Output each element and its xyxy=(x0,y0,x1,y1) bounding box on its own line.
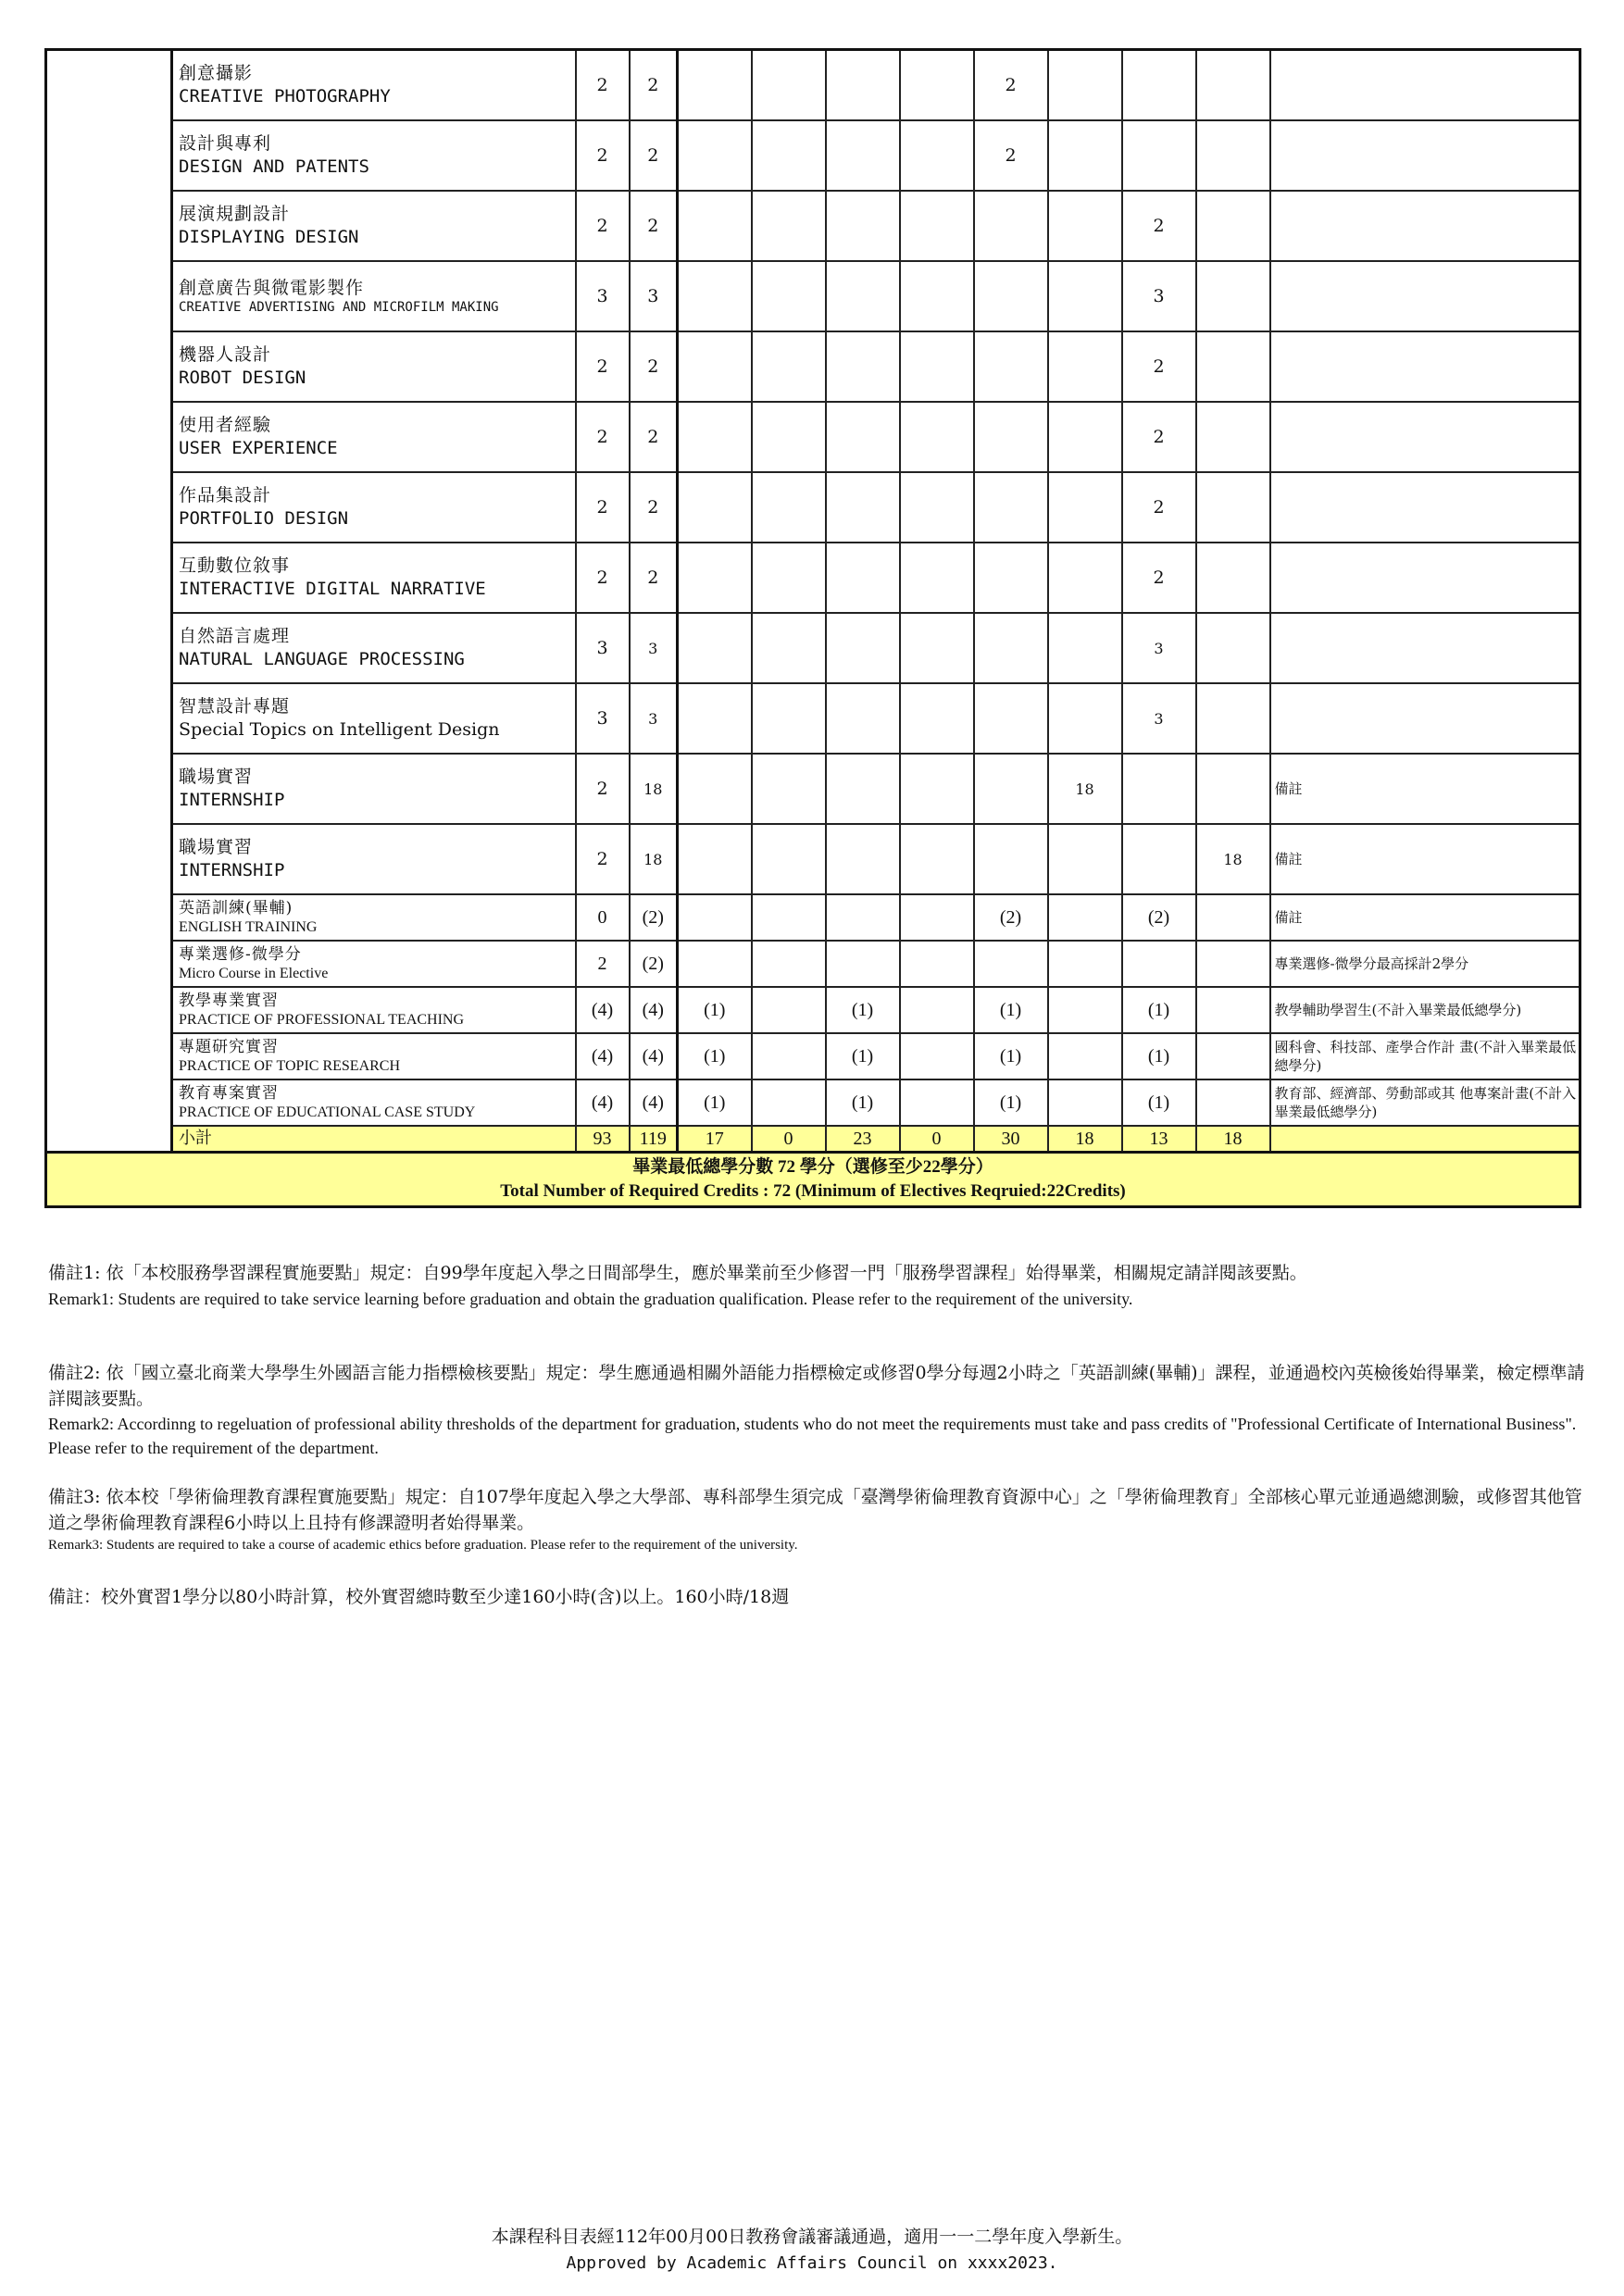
grade-cell xyxy=(900,683,974,754)
grade-cell xyxy=(752,331,826,402)
grade-cell xyxy=(1048,472,1122,543)
grade-cell xyxy=(752,987,826,1033)
credit-cell-c1: 2 xyxy=(576,543,630,613)
credit-cell-c1: 2 xyxy=(576,331,630,402)
grade-cell: (1) xyxy=(826,987,900,1033)
grade-cell xyxy=(974,824,1048,894)
remark-2-en: Remark2: Accordinng to regeluation of professional ability thresholds of the department for graduation, students who do not meet the requirements must take and pass credits of "Professional Certificate of International Business". Please refer to the requirement of the department. xyxy=(48,1415,1577,1458)
course-name-cell xyxy=(172,824,576,894)
grade-cell xyxy=(1196,472,1270,543)
remark-cell: 備註 xyxy=(1270,754,1580,824)
grade-cell xyxy=(678,754,752,824)
course-name-cell xyxy=(172,987,576,1033)
grade-cell xyxy=(752,1079,826,1126)
grade-cell xyxy=(826,613,900,683)
course-name-cell xyxy=(172,472,576,543)
course-name-cell xyxy=(172,331,576,402)
grade-cell xyxy=(1048,543,1122,613)
grade-cell xyxy=(752,191,826,261)
grade-cell: 2 xyxy=(974,50,1048,121)
credit-cell-c1: 2 xyxy=(576,824,630,894)
grade-cell xyxy=(826,191,900,261)
credit-cell-c2: (4) xyxy=(630,1079,678,1126)
grade-cell: (1) xyxy=(678,987,752,1033)
course-name-cell xyxy=(172,754,576,824)
grade-cell xyxy=(1048,120,1122,191)
subtotal-c1: 93 xyxy=(576,1126,630,1153)
grade-cell: 2 xyxy=(974,120,1048,191)
grade-cell: (1) xyxy=(826,1079,900,1126)
grade-cell xyxy=(1196,1033,1270,1079)
remark-cell: 備註 xyxy=(1270,894,1580,941)
grade-cell xyxy=(678,894,752,941)
grade-cell xyxy=(752,1033,826,1079)
credit-cell-c1: (4) xyxy=(576,987,630,1033)
course-name-cell xyxy=(172,543,576,613)
credit-cell-c2: 2 xyxy=(630,120,678,191)
subtotal-grade: 18 xyxy=(1048,1126,1122,1153)
credit-cell-c2: 3 xyxy=(630,261,678,331)
grade-cell: (1) xyxy=(974,1079,1048,1126)
grade-cell: (1) xyxy=(826,1033,900,1079)
grade-cell xyxy=(900,754,974,824)
grade-cell xyxy=(1196,50,1270,121)
grade-cell xyxy=(678,191,752,261)
course-name-cell xyxy=(172,1033,576,1079)
subtotal-grade: 30 xyxy=(974,1126,1048,1153)
remark-2-zh: 備註2: 依「國立臺北商業大學學生外國語言能力指標檢核要點」規定：學生應通過相關外語能力指標檢定或修習0學分每週2小時之「英語訓練(畢輔)」課程，並通過校內英檢後始得畢業，檢定標準請詳閱該要點。 xyxy=(48,1363,1585,1409)
grade-cell xyxy=(1048,261,1122,331)
credit-cell-c1: 2 xyxy=(576,754,630,824)
grade-cell: 3 xyxy=(1122,261,1196,331)
remark-cell xyxy=(1270,261,1580,331)
grade-cell xyxy=(900,1033,974,1079)
grade-cell xyxy=(900,1079,974,1126)
course-name-en: DISPLAYING DESIGN xyxy=(179,227,359,247)
course-name-en: NATURAL LANGUAGE PROCESSING xyxy=(179,649,465,669)
table-row xyxy=(46,543,1580,613)
table-row xyxy=(46,1079,1580,1126)
grade-cell xyxy=(1122,50,1196,121)
grade-cell xyxy=(752,613,826,683)
grade-cell: (2) xyxy=(974,894,1048,941)
category-cell xyxy=(46,50,172,1153)
grade-cell xyxy=(1196,613,1270,683)
grade-cell: (1) xyxy=(974,987,1048,1033)
grade-cell xyxy=(900,191,974,261)
grade-cell xyxy=(826,754,900,824)
subtotal-grade: 23 xyxy=(826,1126,900,1153)
grade-cell xyxy=(900,331,974,402)
grade-cell xyxy=(1196,543,1270,613)
grade-cell xyxy=(752,402,826,472)
grade-cell xyxy=(900,613,974,683)
approval-en: Approved by Academic Affairs Council on xxxx2023. xyxy=(566,2252,1058,2273)
grade-cell: (2) xyxy=(1122,894,1196,941)
credit-cell-c1: 3 xyxy=(576,261,630,331)
grade-cell xyxy=(1122,824,1196,894)
grade-cell xyxy=(1048,1079,1122,1126)
course-name-en: PRACTICE OF EDUCATIONAL CASE STUDY xyxy=(179,1104,476,1120)
grade-cell xyxy=(974,331,1048,402)
grade-cell xyxy=(826,894,900,941)
grade-cell: 2 xyxy=(1122,472,1196,543)
remark-cell xyxy=(1270,613,1580,683)
grade-cell xyxy=(826,402,900,472)
grade-cell xyxy=(974,191,1048,261)
grade-cell xyxy=(900,894,974,941)
course-name-zh: 教學專業實習 xyxy=(179,991,279,1010)
grade-cell xyxy=(1048,1033,1122,1079)
remark-1-zh: 備註1: 依「本校服務學習課程實施要點」規定：自99學年度起入學之日間部學生，應於畢業前至少修習一門「服務學習課程」始得畢業，相關規定請詳閱該要點。 xyxy=(48,1263,1307,1283)
grade-cell xyxy=(1122,941,1196,987)
credit-cell-c2: (2) xyxy=(630,894,678,941)
credit-cell-c2: 2 xyxy=(630,472,678,543)
table-row xyxy=(46,824,1580,894)
course-name-cell xyxy=(172,941,576,987)
grade-cell xyxy=(900,941,974,987)
grade-cell: 18 xyxy=(1196,824,1270,894)
course-table-body xyxy=(46,50,1580,1207)
grade-cell xyxy=(752,824,826,894)
credit-cell-c2: 18 xyxy=(630,754,678,824)
subtotal-grade: 0 xyxy=(752,1126,826,1153)
table-row xyxy=(46,1033,1580,1079)
grade-cell: (1) xyxy=(678,1033,752,1079)
credit-cell-c2: 2 xyxy=(630,543,678,613)
remark-3 xyxy=(48,1485,1585,1556)
grade-cell xyxy=(900,987,974,1033)
credit-cell-c1: 2 xyxy=(576,191,630,261)
grade-cell xyxy=(1122,120,1196,191)
table-row xyxy=(46,261,1580,331)
course-name-en: PRACTICE OF TOPIC RESEARCH xyxy=(179,1057,401,1074)
grade-cell xyxy=(1196,191,1270,261)
credit-cell-c1: 3 xyxy=(576,613,630,683)
grade-cell xyxy=(900,50,974,121)
course-name-en: INTERNSHIP xyxy=(179,790,285,810)
course-name-zh: 創意攝影 xyxy=(179,63,254,84)
credit-cell-c1: 0 xyxy=(576,894,630,941)
remark-cell xyxy=(1270,543,1580,613)
grade-cell xyxy=(678,402,752,472)
course-name-zh: 教育專案實習 xyxy=(179,1083,279,1103)
grade-cell xyxy=(1048,402,1122,472)
remark-cell xyxy=(1270,402,1580,472)
credit-cell-c1: 2 xyxy=(576,472,630,543)
grade-cell xyxy=(752,50,826,121)
course-name-zh: 專業選修-微學分 xyxy=(179,944,302,964)
grade-cell: 18 xyxy=(1048,754,1122,824)
grade-cell xyxy=(678,824,752,894)
course-name-en: Special Topics on Intelligent Design xyxy=(179,719,500,740)
remark-cell xyxy=(1270,331,1580,402)
grade-cell xyxy=(900,543,974,613)
grade-cell xyxy=(1048,191,1122,261)
remark-cell: 教育部、經濟部、勞動部或其 他專案計畫(不計入畢業最低總學分) xyxy=(1270,1079,1580,1126)
grade-cell xyxy=(678,613,752,683)
grade-cell xyxy=(1048,894,1122,941)
grade-cell xyxy=(752,683,826,754)
grade-cell xyxy=(752,472,826,543)
credit-cell-c2: 3 xyxy=(630,683,678,754)
table-row xyxy=(46,402,1580,472)
course-name-zh: 使用者經驗 xyxy=(179,415,272,436)
course-name-zh: 設計與專利 xyxy=(179,133,272,155)
credit-cell-c2: 2 xyxy=(630,50,678,121)
grade-cell xyxy=(1196,331,1270,402)
grade-cell: 3 xyxy=(1122,683,1196,754)
credit-cell-c1: 2 xyxy=(576,402,630,472)
grade-cell xyxy=(1048,941,1122,987)
grade-cell xyxy=(826,261,900,331)
course-name-zh: 互動數位敘事 xyxy=(179,555,291,577)
grade-cell xyxy=(1048,824,1122,894)
credit-cell-c1: 2 xyxy=(576,941,630,987)
course-name-zh: 作品集設計 xyxy=(179,485,272,506)
grade-cell xyxy=(1196,894,1270,941)
table-row xyxy=(46,683,1580,754)
grade-cell xyxy=(1196,754,1270,824)
credit-cell-c2: 2 xyxy=(630,331,678,402)
subtotal-c2: 119 xyxy=(630,1126,678,1153)
grade-cell xyxy=(1196,941,1270,987)
grade-cell xyxy=(752,543,826,613)
table-row xyxy=(46,941,1580,987)
grade-cell xyxy=(1196,683,1270,754)
table-row xyxy=(46,894,1580,941)
grade-cell xyxy=(1048,683,1122,754)
course-name-zh: 英語訓練(畢輔) xyxy=(179,898,294,917)
remark-1-en: Remark1: Students are required to take service learning before graduation and obtain the graduation qualification. Please refer to the requirement of the university. xyxy=(48,1289,1133,1308)
grade-cell xyxy=(752,941,826,987)
grade-cell: 2 xyxy=(1122,543,1196,613)
remark-cell: 備註 xyxy=(1270,824,1580,894)
remark-2 xyxy=(48,1361,1585,1460)
course-name-cell xyxy=(172,613,576,683)
remark-cell xyxy=(1270,472,1580,543)
grade-cell xyxy=(678,941,752,987)
course-name-cell xyxy=(172,683,576,754)
grade-cell: (1) xyxy=(1122,1033,1196,1079)
credit-cell-c1: 2 xyxy=(576,120,630,191)
table-row xyxy=(46,50,1580,121)
course-name-zh: 智慧設計專題 xyxy=(179,696,291,718)
grade-cell xyxy=(826,331,900,402)
grade-cell: 2 xyxy=(1122,402,1196,472)
course-name-cell xyxy=(172,120,576,191)
grade-cell xyxy=(974,613,1048,683)
grade-cell xyxy=(974,941,1048,987)
subtotal-label: 小計 xyxy=(172,1126,576,1153)
subtotal-grade: 18 xyxy=(1196,1126,1270,1153)
course-name-en: Micro Course in Elective xyxy=(179,965,329,981)
remark-cell xyxy=(1270,191,1580,261)
remark-3-zh: 備註3: 依本校「學術倫理教育課程實施要點」規定：自107學年度起入學之大學部、專科部學生須完成「臺灣學術倫理教育資源中心」之「學術倫理教育」全部核心單元並通過總測驗，或修習其他管道之學術倫理教育課程6小時以上且持有修課證明者始得畢業。 xyxy=(48,1487,1582,1533)
credit-cell-c2: 18 xyxy=(630,824,678,894)
course-name-en: USER EXPERIENCE xyxy=(179,438,338,458)
grade-cell xyxy=(1196,987,1270,1033)
grade-cell xyxy=(900,261,974,331)
grade-cell xyxy=(1196,120,1270,191)
grade-cell xyxy=(974,402,1048,472)
course-name-en: INTERNSHIP xyxy=(179,860,285,880)
subtotal-remark xyxy=(1270,1126,1580,1153)
grade-cell xyxy=(826,50,900,121)
course-name-en: CREATIVE ADVERTISING AND MICROFILM MAKING xyxy=(179,300,499,316)
grade-cell xyxy=(1196,402,1270,472)
grade-cell xyxy=(678,683,752,754)
grade-cell xyxy=(678,543,752,613)
grade-cell: (1) xyxy=(1122,987,1196,1033)
grade-cell xyxy=(752,120,826,191)
grade-cell xyxy=(1196,261,1270,331)
remark-cell xyxy=(1270,683,1580,754)
course-name-en: INTERACTIVE DIGITAL NARRATIVE xyxy=(179,579,486,599)
grade-cell xyxy=(678,331,752,402)
grade-cell xyxy=(1048,987,1122,1033)
credit-cell-c2: (2) xyxy=(630,941,678,987)
course-name-en: DESIGN AND PATENTS xyxy=(179,156,369,177)
grade-cell xyxy=(678,50,752,121)
credit-cell-c2: 2 xyxy=(630,402,678,472)
grade-cell: (1) xyxy=(678,1079,752,1126)
course-name-zh: 職場實習 xyxy=(179,767,254,788)
grade-cell xyxy=(1048,613,1122,683)
course-name-en: ROBOT DESIGN xyxy=(179,368,306,388)
total-row xyxy=(46,1153,1580,1207)
table-row xyxy=(46,472,1580,543)
course-name-zh: 專題研究實習 xyxy=(179,1037,279,1056)
credit-cell-c1: (4) xyxy=(576,1033,630,1079)
course-name-zh: 自然語言處理 xyxy=(179,626,291,647)
credit-cell-c1: 3 xyxy=(576,683,630,754)
remark-cell xyxy=(1270,50,1580,121)
grade-cell xyxy=(974,472,1048,543)
approval-footer xyxy=(0,2224,1624,2276)
remark-3-en: Remark3: Students are required to take a course of academic ethics before graduation. Please refer to the requirement of the university. xyxy=(48,1538,798,1554)
course-name-en: CREATIVE PHOTOGRAPHY xyxy=(179,86,391,106)
table-row xyxy=(46,987,1580,1033)
grade-cell xyxy=(974,754,1048,824)
subtotal-grade: 17 xyxy=(678,1126,752,1153)
course-name-zh: 展演規劃設計 xyxy=(179,204,291,225)
grade-cell: 2 xyxy=(1122,191,1196,261)
course-name-cell xyxy=(172,191,576,261)
remark-cell: 國科會、科技部、產學合作計 畫(不計入畢業最低總學分) xyxy=(1270,1033,1580,1079)
remark-cell: 教學輔助學習生(不計入畢業最低總學分) xyxy=(1270,987,1580,1033)
grade-cell: 2 xyxy=(1122,331,1196,402)
course-name-en: PORTFOLIO DESIGN xyxy=(179,508,349,529)
grade-cell xyxy=(1196,1079,1270,1126)
table-row xyxy=(46,120,1580,191)
grade-cell xyxy=(826,120,900,191)
remark-1 xyxy=(48,1261,1585,1311)
grade-cell: (1) xyxy=(974,1033,1048,1079)
credit-cell-c2: 3 xyxy=(630,613,678,683)
grade-cell xyxy=(826,683,900,754)
grade-cell xyxy=(1048,331,1122,402)
credit-cell-c2: 2 xyxy=(630,191,678,261)
grade-cell xyxy=(900,120,974,191)
grade-cell xyxy=(900,472,974,543)
subtotal-row xyxy=(46,1126,1580,1153)
course-name-cell xyxy=(172,261,576,331)
course-table xyxy=(44,48,1581,1208)
course-name-zh: 機器人設計 xyxy=(179,344,272,366)
grade-cell xyxy=(752,754,826,824)
remark-4-zh: 備註：校外實習1學分以80小時計算，校外實習總時數至少達160小時(含)以上。160小時/18週 xyxy=(48,1587,790,1607)
grade-cell xyxy=(900,402,974,472)
course-name-en: ENGLISH TRAINING xyxy=(179,918,318,935)
grade-cell xyxy=(678,472,752,543)
grade-cell xyxy=(826,472,900,543)
grade-cell xyxy=(752,261,826,331)
grade-cell xyxy=(974,543,1048,613)
approval-zh: 本課程科目表經112年00月00日教務會議審議通過，適用一一二學年度入學新生。 xyxy=(491,2227,1133,2247)
remark-4 xyxy=(48,1585,1585,1611)
grade-cell xyxy=(826,824,900,894)
course-name-cell xyxy=(172,402,576,472)
credit-cell-c1: 2 xyxy=(576,50,630,121)
grade-cell: (1) xyxy=(1122,1079,1196,1126)
total-cell xyxy=(46,1153,1580,1207)
grade-cell xyxy=(826,941,900,987)
remark-cell: 專業選修-微學分最高採計2學分 xyxy=(1270,941,1580,987)
table-row xyxy=(46,331,1580,402)
grade-cell xyxy=(826,543,900,613)
total-zh: 畢業最低總學分數 72 學分（選修至少22學分） xyxy=(632,1157,993,1178)
grade-cell xyxy=(752,894,826,941)
course-name-en: PRACTICE OF PROFESSIONAL TEACHING xyxy=(179,1011,465,1028)
subtotal-grade: 13 xyxy=(1122,1126,1196,1153)
subtotal-grade: 0 xyxy=(900,1126,974,1153)
course-name-cell xyxy=(172,1079,576,1126)
remark-cell xyxy=(1270,120,1580,191)
course-name-cell xyxy=(172,894,576,941)
grade-cell xyxy=(1048,50,1122,121)
grade-cell: 3 xyxy=(1122,613,1196,683)
table-row xyxy=(46,754,1580,824)
grade-cell xyxy=(678,261,752,331)
credit-cell-c2: (4) xyxy=(630,1033,678,1079)
course-name-zh: 職場實習 xyxy=(179,837,254,858)
grade-cell xyxy=(1122,754,1196,824)
table-row xyxy=(46,613,1580,683)
course-name-cell xyxy=(172,50,576,121)
grade-cell xyxy=(974,261,1048,331)
grade-cell xyxy=(900,824,974,894)
table-row xyxy=(46,191,1580,261)
credit-cell-c2: (4) xyxy=(630,987,678,1033)
course-name-zh: 創意廣告與微電影製作 xyxy=(179,277,365,298)
credit-cell-c1: (4) xyxy=(576,1079,630,1126)
grade-cell xyxy=(974,683,1048,754)
grade-cell xyxy=(678,120,752,191)
total-en: Total Number of Required Credits : 72 (Minimum of Electives Reqruied:22Credits) xyxy=(500,1181,1126,1201)
